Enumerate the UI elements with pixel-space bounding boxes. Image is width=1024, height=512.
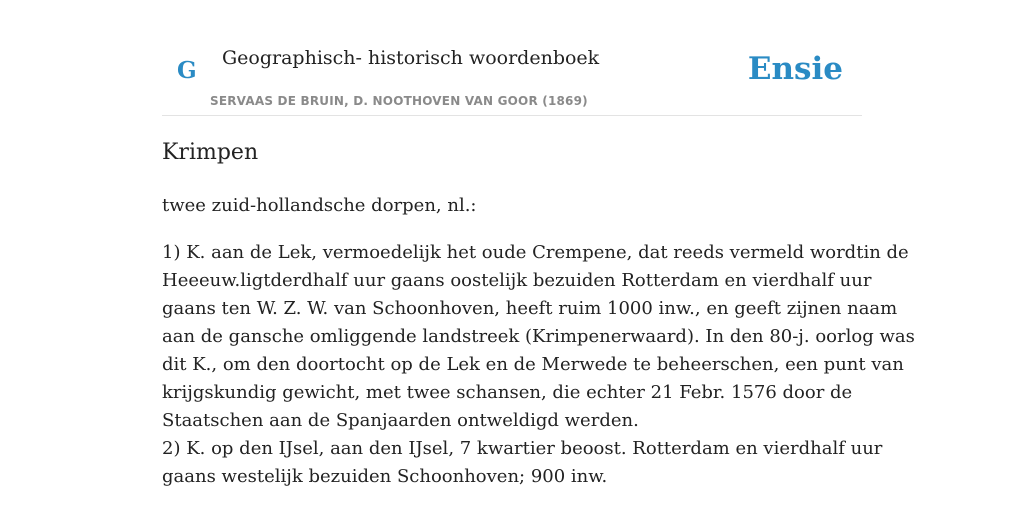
book-title[interactable]: Geographisch- historisch woordenboek: [222, 47, 600, 69]
entry-line: aan de gansche omliggende landstreek (Krimpenerwaard). In den 80-j. oorlog was: [162, 326, 915, 347]
header: [162, 0, 862, 116]
page: [162, 0, 915, 487]
entry-line: 2) K. op den IJsel, aan den IJsel, 7 kwartier beoost. Rotterdam en vierdhalf uur: [162, 438, 883, 459]
entry-line: krijgskundig gewicht, met twee schansen, die echter 21 Febr. 1576 door de: [162, 382, 853, 403]
book-authors: SERVAAS DE BRUIN, D. NOOTHOVEN VAN GOOR (1869): [210, 94, 588, 108]
entry-intro: twee zuid-hollandsche dorpen, nl.:: [162, 195, 477, 216]
entry-line: gaans ten W. Z. W. van Schoonhoven, heeft ruim 1000 inw., en geeft zijnen naam: [162, 298, 898, 319]
entry-line: dit K., om den doortocht op de Lek en de Merwede te beheerschen, een punt van: [162, 354, 904, 375]
entry-line: 1) K. aan de Lek, vermoedelijk het oude Crempene, dat reeds vermeld wordtin de: [162, 242, 909, 263]
brand-logo[interactable]: Ensie: [747, 51, 843, 87]
entry-title: Krimpen: [162, 140, 259, 165]
entry-line: Heeeuw.ligtderdhalf uur gaans oostelijk bezuiden Rotterdam en vierdhalf uur: [162, 270, 872, 291]
entry-line: gaans westelijk bezuiden Schoonhoven; 900 inw.: [162, 466, 608, 487]
letter-index-link[interactable]: G: [177, 57, 197, 84]
entry-body: [162, 239, 915, 491]
entry-line: Staatschen aan de Spanjaarden ontweldigd werden.: [162, 410, 639, 431]
